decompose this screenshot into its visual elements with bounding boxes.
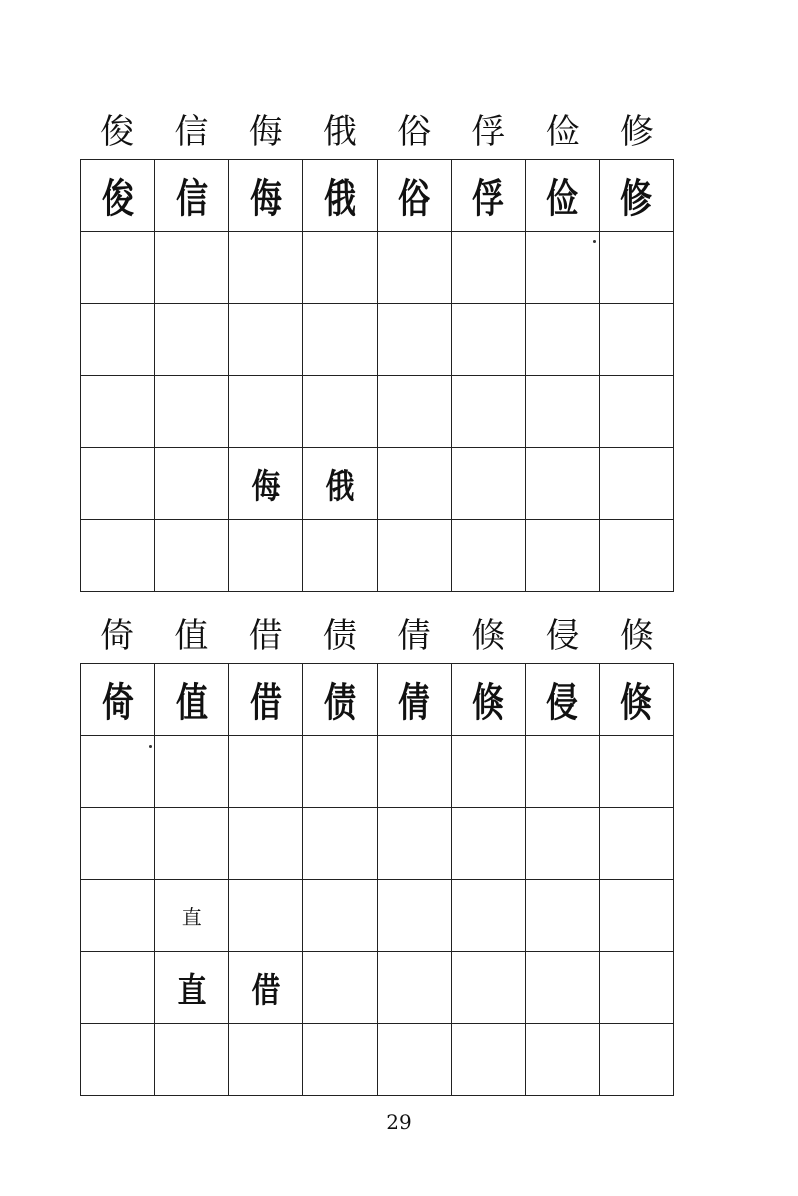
glyph-cell <box>155 520 229 592</box>
glyph-row <box>81 736 674 808</box>
glyph-form: 倏 <box>620 679 653 726</box>
glyph-cell <box>377 520 451 592</box>
column-header: 倏 <box>619 616 654 656</box>
glyph-cell <box>599 736 673 808</box>
page-number: 29 <box>386 1110 412 1134</box>
glyph-cell <box>303 880 377 952</box>
glyph-cell <box>81 160 155 232</box>
glyph-cell <box>525 160 599 232</box>
ink-speck <box>149 745 152 748</box>
glyph-cell <box>81 304 155 376</box>
glyph-cell <box>599 376 673 448</box>
glyph-cell <box>155 448 229 520</box>
glyph-cell <box>81 736 155 808</box>
glyph-cell <box>155 304 229 376</box>
glyph-form: 俄 <box>323 175 356 222</box>
glyph-cell <box>525 880 599 952</box>
ink-speck <box>593 240 596 243</box>
glyph-cell <box>377 376 451 448</box>
glyph-cell <box>229 376 303 448</box>
glyph-cell <box>303 520 377 592</box>
column-header: 借 <box>248 616 283 656</box>
glyph-cell <box>155 664 229 736</box>
column-header: 债 <box>322 616 357 656</box>
glyph-cell <box>377 808 451 880</box>
glyph-cell <box>451 808 525 880</box>
glyph-cell <box>599 1024 673 1096</box>
glyph-row <box>81 448 674 520</box>
glyph-cell <box>451 1024 525 1096</box>
glyph-cell <box>525 304 599 376</box>
glyph-cell <box>303 736 377 808</box>
glyph-form: 侮 <box>249 175 282 222</box>
glyph-cell <box>303 1024 377 1096</box>
glyph-cell <box>81 448 155 520</box>
glyph-cell <box>525 376 599 448</box>
glyph-form: 俘 <box>472 175 505 222</box>
glyph-cell <box>451 160 525 232</box>
glyph-form: 信 <box>175 175 208 222</box>
glyph-cell <box>155 808 229 880</box>
glyph-cell <box>229 736 303 808</box>
glyph-row <box>81 232 674 304</box>
column-header: 倏 <box>471 616 506 656</box>
column-header: 值 <box>174 616 209 656</box>
glyph-cell <box>303 664 377 736</box>
glyph-cell <box>155 160 229 232</box>
glyph-cell <box>229 160 303 232</box>
glyph-row <box>81 160 674 232</box>
glyph-cell <box>303 232 377 304</box>
glyph-cell <box>599 520 673 592</box>
glyph-form: 借 <box>251 971 281 1011</box>
glyph-cell <box>525 448 599 520</box>
glyph-cell <box>525 1024 599 1096</box>
glyph-cell <box>377 448 451 520</box>
glyph-row <box>81 520 674 592</box>
glyph-form: 债 <box>323 679 356 726</box>
glyph-form: 倩 <box>398 679 431 726</box>
glyph-cell <box>599 664 673 736</box>
glyph-row <box>81 952 674 1024</box>
glyph-form: 倏 <box>472 679 505 726</box>
glyph-cell <box>451 880 525 952</box>
glyph-cell <box>229 232 303 304</box>
glyph-cell <box>155 880 229 952</box>
glyph-cell <box>229 880 303 952</box>
glyph-cell <box>377 664 451 736</box>
glyph-cell <box>451 664 525 736</box>
glyph-cell <box>451 520 525 592</box>
glyph-cell <box>229 952 303 1024</box>
glyph-form: 直 <box>177 971 207 1011</box>
glyph-cell <box>303 808 377 880</box>
glyph-cell <box>451 232 525 304</box>
glyph-form: 直 <box>181 905 202 929</box>
glyph-row <box>81 376 674 448</box>
glyph-cell <box>81 520 155 592</box>
glyph-cell <box>229 448 303 520</box>
glyph-cell <box>155 952 229 1024</box>
glyph-form: 修 <box>620 175 653 222</box>
glyph-cell <box>599 448 673 520</box>
glyph-form: 倚 <box>101 679 134 726</box>
column-header: 信 <box>174 112 209 152</box>
glyph-cell <box>81 664 155 736</box>
glyph-cell <box>303 376 377 448</box>
glyph-cell <box>451 736 525 808</box>
column-header: 俗 <box>397 112 432 152</box>
glyph-cell <box>525 664 599 736</box>
glyph-cell <box>303 448 377 520</box>
glyph-cell <box>599 880 673 952</box>
glyph-cell <box>81 232 155 304</box>
glyph-cell <box>451 304 525 376</box>
column-headers-top <box>80 110 674 154</box>
glyph-form: 俭 <box>546 175 579 222</box>
column-header: 俊 <box>100 112 135 152</box>
column-header: 侮 <box>248 112 283 152</box>
glyph-cell <box>377 952 451 1024</box>
column-header: 倩 <box>397 616 432 656</box>
glyph-cell <box>155 736 229 808</box>
column-header: 倚 <box>100 616 135 656</box>
glyph-cell <box>377 160 451 232</box>
glyph-cell <box>451 952 525 1024</box>
glyph-cell <box>599 952 673 1024</box>
glyph-cell <box>599 808 673 880</box>
column-headers-bottom <box>80 614 674 658</box>
glyph-cell <box>229 1024 303 1096</box>
glyph-cell <box>451 376 525 448</box>
glyph-cell <box>599 160 673 232</box>
glyph-cell <box>303 952 377 1024</box>
glyph-cell <box>377 1024 451 1096</box>
glyph-form: 侮 <box>251 467 281 507</box>
column-header: 俄 <box>322 112 357 152</box>
glyph-row <box>81 808 674 880</box>
glyph-cell <box>377 736 451 808</box>
glyph-cell <box>229 304 303 376</box>
glyph-form: 俄 <box>325 467 355 507</box>
glyph-cell <box>155 376 229 448</box>
script-variants-table-top <box>80 159 674 592</box>
glyph-cell <box>229 664 303 736</box>
glyph-cell <box>525 520 599 592</box>
glyph-cell <box>303 160 377 232</box>
glyph-cell <box>599 304 673 376</box>
glyph-cell <box>599 232 673 304</box>
glyph-cell <box>155 1024 229 1096</box>
glyph-form: 俊 <box>101 175 134 222</box>
glyph-cell <box>229 808 303 880</box>
glyph-cell <box>303 304 377 376</box>
glyph-cell <box>377 880 451 952</box>
glyph-form: 值 <box>175 679 208 726</box>
glyph-cell <box>525 736 599 808</box>
glyph-cell <box>525 232 599 304</box>
column-header: 俘 <box>471 112 506 152</box>
glyph-cell <box>155 232 229 304</box>
glyph-row <box>81 880 674 952</box>
glyph-cell <box>229 520 303 592</box>
script-variants-table-bottom <box>80 663 674 1096</box>
glyph-form: 侵 <box>546 679 579 726</box>
glyph-row <box>81 664 674 736</box>
glyph-cell <box>81 376 155 448</box>
glyph-cell <box>81 1024 155 1096</box>
glyph-form: 俗 <box>398 175 431 222</box>
column-header: 侵 <box>545 616 580 656</box>
glyph-row <box>81 1024 674 1096</box>
glyph-cell <box>377 304 451 376</box>
glyph-cell <box>377 232 451 304</box>
column-header: 修 <box>619 112 654 152</box>
glyph-cell <box>81 808 155 880</box>
glyph-cell <box>81 952 155 1024</box>
column-header: 俭 <box>545 112 580 152</box>
glyph-form: 借 <box>249 679 282 726</box>
glyph-row <box>81 304 674 376</box>
glyph-cell <box>451 448 525 520</box>
glyph-cell <box>81 880 155 952</box>
glyph-cell <box>525 952 599 1024</box>
glyph-cell <box>525 808 599 880</box>
